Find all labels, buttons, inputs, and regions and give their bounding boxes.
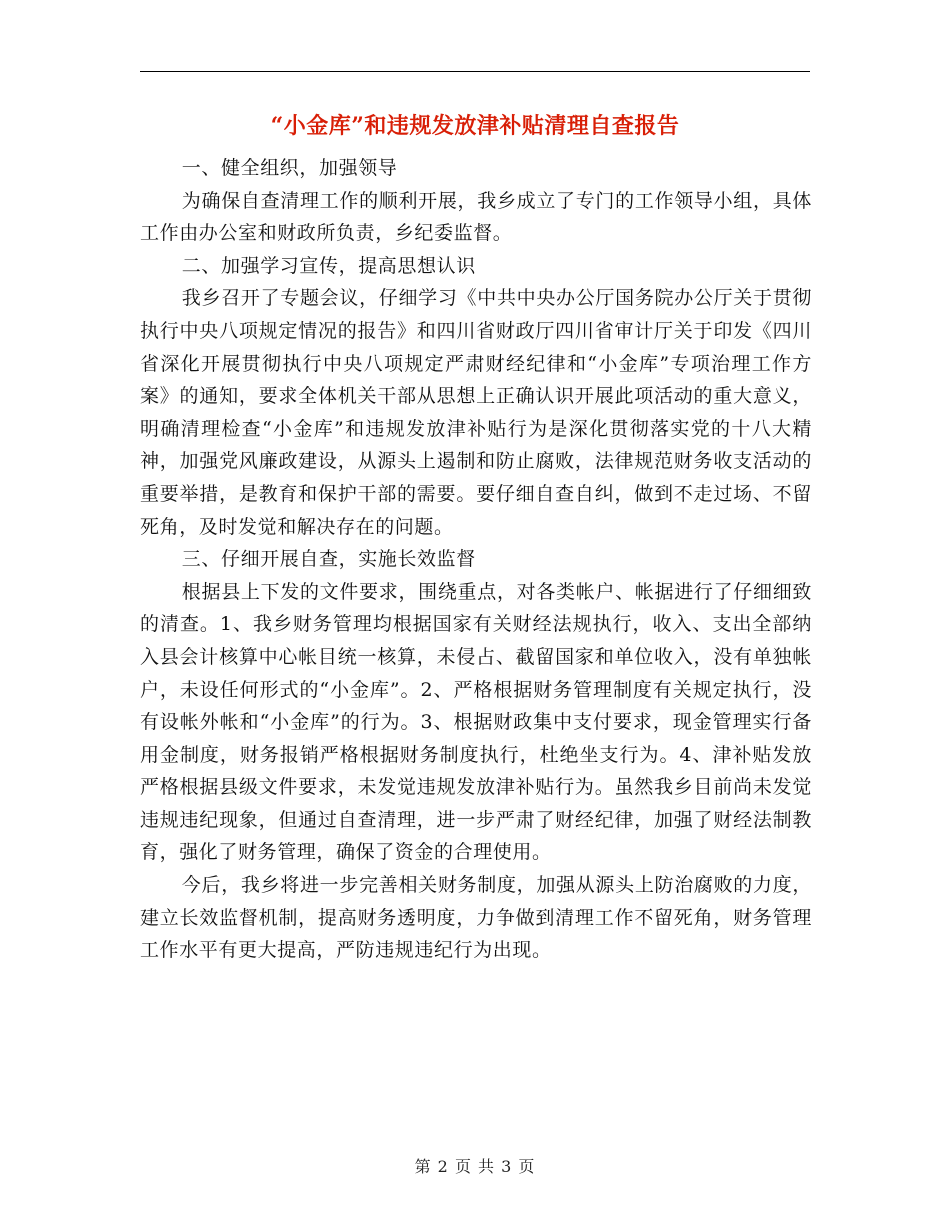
- body-paragraph: 我乡召开了专题会议，仔细学习《中共中央办公厅国务院办公厅关于贯彻执行中央八项规定情况的报告》和四川省财政厅四川省审计厅关于印发《四川省深化开展贯彻执行中央八项规定严肃财经纪律和“小金库”专项治理工作方案》的通知，要求全体机关干部从思想上正确认识开展此项活动的重大意义，明确清理检查“小金库”和违规发放津补贴行为是深化贯彻落实党的十八大精神，加强党风廉政建设，从源头上遏制和防止腐败，法律规范财务收支活动的重要举措，是教育和保护干部的需要。要仔细自查自纠，做到不走过场、不留死角，及时发觉和解决存在的问题。: [140, 287, 812, 538]
- section-heading-3: 三、仔细开展自查，实施长效监督: [181, 548, 476, 571]
- document-title: “小金库”和违规发放津补贴清理自查报告: [270, 113, 680, 139]
- section-heading-2: 二、加强学习宣传，提高思想认识: [181, 254, 476, 277]
- section-heading-1: 一、健全组织，加强领导: [181, 157, 398, 179]
- body-paragraph: 今后，我乡将进一步完善相关财务制度，加强从源头上防治腐败的力度，建立长效监督机制，提高财务透明度，力争做到清理工作不留死角，财务管理工作水平有更大提高，严防违规违纪行为出现。: [140, 874, 812, 962]
- page-footer: 第 2 页 共 3 页: [414, 1157, 536, 1176]
- body-paragraph: 为确保自查清理工作的顺利开展，我乡成立了专门的工作领导小组，具体工作由办公室和财政所负责，乡纪委监督。: [140, 189, 812, 245]
- header-rule: [140, 71, 810, 72]
- body-paragraph: 根据县上下发的文件要求，围绕重点，对各类帐户、帐据进行了仔细细致的清查。1、我乡财务管理均根据国家有关财经法规执行，收入、支出全部纳入县会计核算中心帐目统一核算，未侵占、截留国家和单位收入，没有单独帐户，未设任何形式的“小金库”。2、严格根据财务管理制度有关规定执行，没有设帐外帐和“小金库”的行为。3、根据财政集中支付要求，现金管理实行备用金制度，财务报销严格根据财务制度执行，杜绝坐支行为。4、津补贴发放严格根据县级文件要求，未发觉违规发放津补贴行为。虽然我乡目前尚未发觉违规违纪现象，但通过自查清理，进一步严肃了财经纪律，加强了财经法制教育，强化了财务管理，确保了资金的合理使用。: [140, 580, 812, 864]
- document-body: [140, 152, 812, 967]
